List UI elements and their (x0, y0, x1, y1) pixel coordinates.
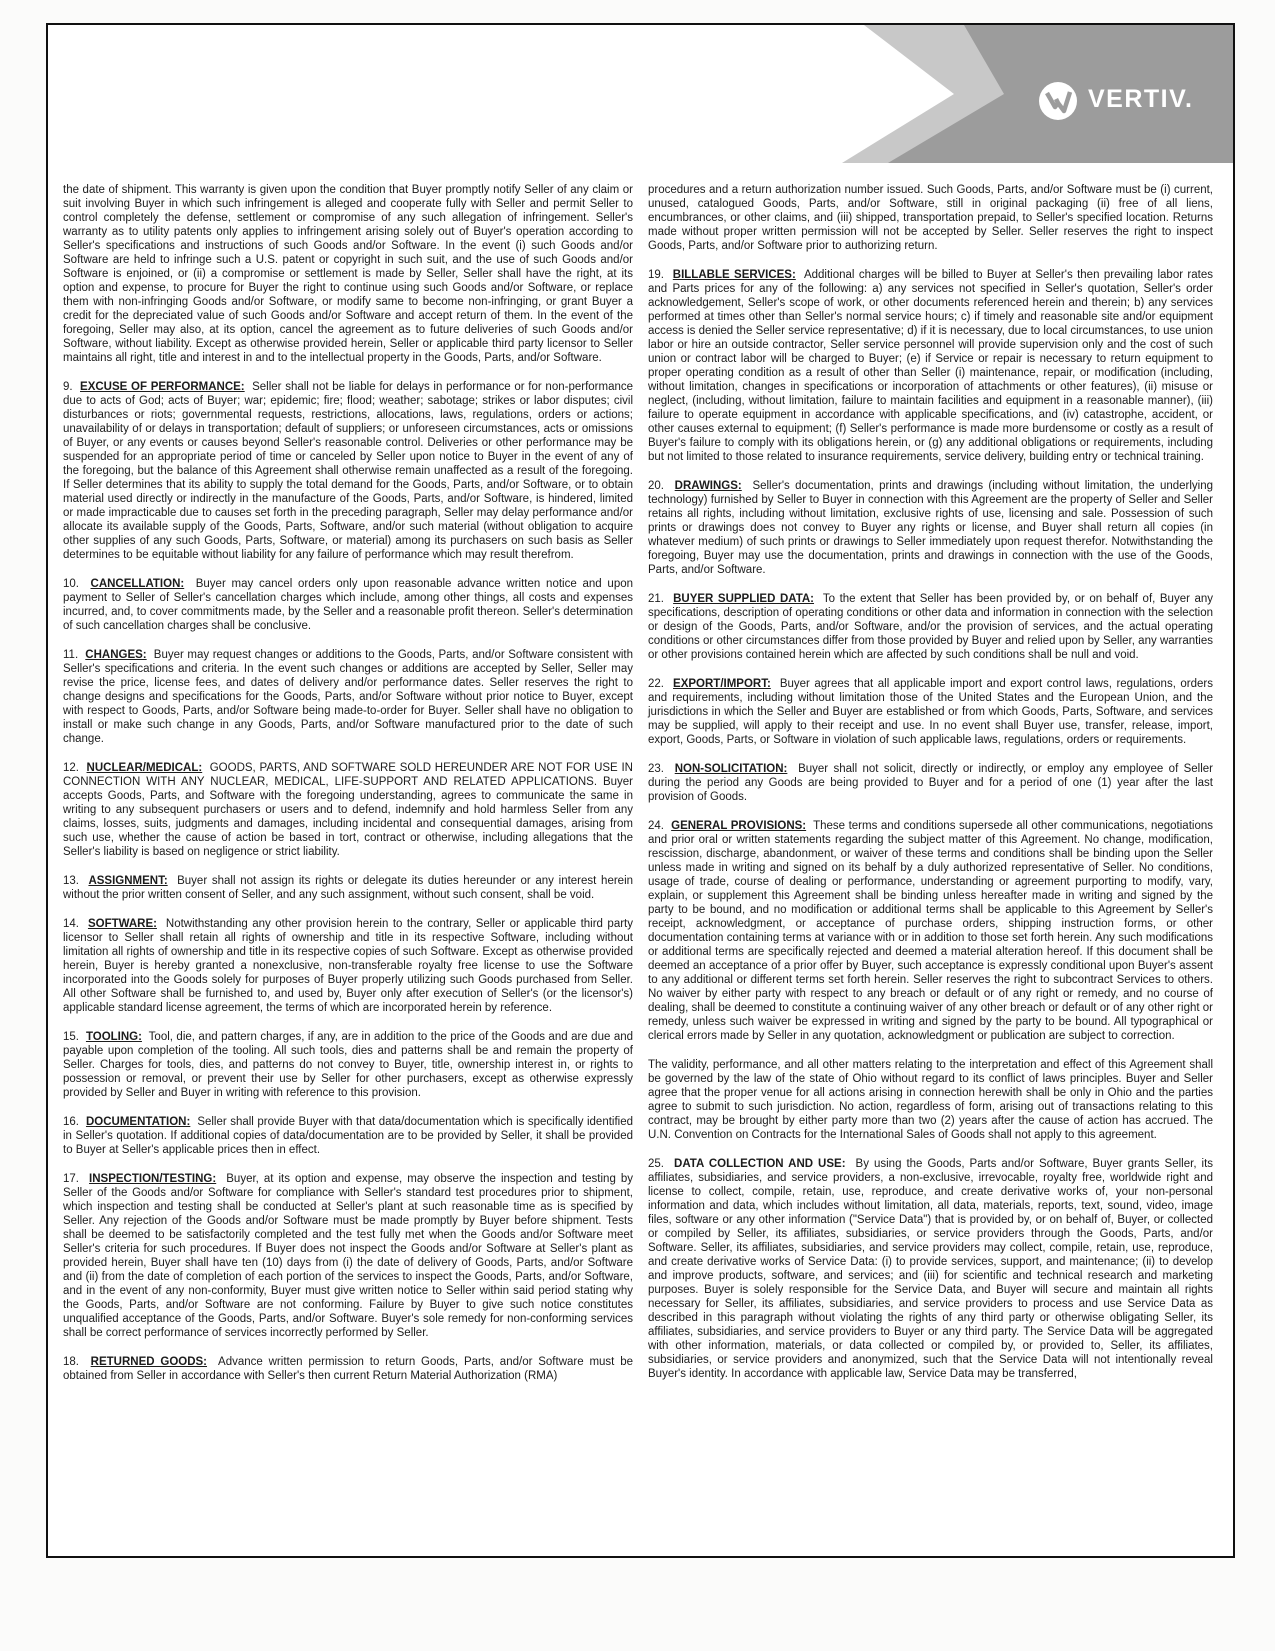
left-column (63, 183, 633, 1398)
section-heading: NUCLEAR/MEDICAL: (86, 762, 203, 774)
section-heading: DOCUMENTATION: (85, 1116, 191, 1128)
section-body: Buyer may request changes or additions to the Goods, Parts, and/or Software consistent with Seller's specifications and criteria. In the event such changes or additions are accepted by Seller, Seller may revise the price, license fees, and dates of delivery and/or performance dates. Seller reserves the right to change designs and specifications for the Goods, Parts, and/or Software without prior notice to Buyer, except with respect to Goods, Parts, and/or Software being made-to-order for Buyer. Seller shall have no obligation to install or make such change in any Goods, Parts, and/or Software manufactured prior to the date of such change. (63, 649, 634, 745)
section-heading: ASSIGNMENT: (88, 875, 168, 887)
section-heading: CHANGES: (85, 649, 147, 661)
section-heading: DATA COLLECTION AND USE: (674, 1158, 846, 1170)
section-heading: BUYER SUPPLIED DATA: (673, 593, 815, 605)
section-body: Advance written permission to return Goods, Parts, and/or Software must be obtained from Seller in accordance with Seller's then current Return Material Authorization (RMA) (63, 1356, 633, 1382)
section-body: Buyer shall not assign its rights or delegate its duties hereunder or any interest herein without the prior written consent of Seller, and any such assignment, without such consent, shall be void. (63, 875, 634, 901)
section-heading: TOOLING: (85, 1031, 142, 1043)
section-heading: CANCELLATION: (90, 578, 185, 590)
section-heading: SOFTWARE: (87, 918, 157, 930)
continuation-paragraph (648, 183, 1213, 253)
section-body: Seller shall provide Buyer with that data/documentation which is specifically identified in Seller's quotation. If additional copies of data/documentation are to be provided by Seller, it shall be provided to Buyer at Seller's applicable prices then in effect. (63, 1116, 634, 1156)
section-number: 24. (648, 820, 664, 832)
section-body: Buyer shall not solicit, directly or indirectly, or employ any employee of Seller during the period any Goods are being provided to Buyer and for a period of one (1) year after the last provision of Goods. (648, 763, 1214, 803)
continuation-paragraph (648, 1058, 1213, 1142)
section-body: To the extent that Seller has been provided by, or on behalf of, Buyer any specifications, description of operating conditions or other data and information in connection with the selection or design of the Goods, Parts, and/or Software, and/or the provision of services, and the actual operating conditions or other circumstances differ from those provided by Buyer and relied upon by Seller, any warranties or other provisions contained herein which are affected by such conditions shall be null and void. (648, 593, 1214, 661)
section-number: 19. (648, 269, 664, 281)
section-number: 21. (648, 593, 664, 605)
section-number: 15. (63, 1031, 79, 1043)
section-heading: EXPORT/IMPORT: (673, 678, 771, 690)
section-heading: NON-SOLICITATION: (674, 763, 788, 775)
section-22 (648, 677, 1213, 747)
section-18 (63, 1355, 633, 1383)
section-20 (648, 479, 1213, 577)
section-number: 16. (63, 1116, 79, 1128)
section-11 (63, 648, 633, 746)
section-16 (63, 1115, 633, 1157)
section-body: Seller shall not be liable for delays in performance or for non-performance due to acts of God; acts of Buyer; war; epidemic; fire; flood; weather; sabotage; strikes or labor disputes; civil disturbances or riots; governmental requests, restrictions, allocations, laws, regulations, orders or actions; unavailability of or delays in transportation; default of suppliers; or unforeseen circumstances, acts or omissions of Buyer, or any events or causes beyond Seller's reasonable control. Deliveries or other performance may be suspended for an appropriate period of time or canceled by Seller upon notice to Buyer in the event of any of the foregoing, but the balance of this Agreement shall otherwise remain unaffected as a result of the foregoing. If Seller determines that its ability to supply the total demand for the Goods, Parts, and/or Software, or to obtain material used directly or indirectly in the manufacture of the Goods, Parts, and/or Software, is hindered, limited or made impracticable due to causes set forth in the preceding paragraph, Seller may delay performance and/or allocate its available supply of the Goods, Parts, Software, and/or such material (without obligation to acquire other supplies of any such Goods, Parts, Software, or material) among its purchasers on such basis as Seller determines to be equitable without liability for any failure of performance which may result therefrom. (63, 381, 634, 561)
section-14 (63, 917, 633, 1015)
section-body: procedures and a return authorization number issued. Such Goods, Parts, and/or Software must be (i) current, unused, catalogued Goods, Parts, and/or Software, still in original packaging (ii) free of all liens, encumbrances, or other claims, and (iii) shipped, transportation prepaid, to Seller's specified location. Returns made without proper written permission will not be accepted by Seller. Seller reserves the right to inspect Goods, Parts, and/or Software prior to authorizing return. (648, 184, 1213, 252)
section-body: Seller's documentation, prints and drawings (including without limitation, the underlying technology) furnished by Seller to Buyer in connection with this Agreement are the property of Seller and Seller retains all rights, including without limitation, exclusive rights of use, licensing and sale. Possession of such prints or drawings does not convey to Buyer any rights or license, and Buyer shall return all copies (in whatever medium) of such prints or drawings to Seller immediately upon request therefor. Notwithstanding the foregoing, Buyer may use the documentation, prints and drawings in connection with the use of the Goods, Parts, and/or Software. (648, 480, 1214, 576)
section-number: 13. (63, 875, 79, 887)
section-heading: EXCUSE OF PERFORMANCE: (80, 381, 245, 393)
section-number: 18. (63, 1356, 79, 1368)
continuation-paragraph (63, 183, 633, 365)
section-9 (63, 380, 633, 562)
vertiv-logo-band (836, 25, 1233, 163)
section-number: 10. (63, 578, 79, 590)
section-12 (63, 761, 633, 859)
section-body: Buyer may cancel orders only upon reasonable advance written notice and upon payment to Seller of Seller's cancellation charges which include, among other things, all costs and expenses incurred, and, to cover commitments made, by the Seller and a reasonable profit thereon. Seller's determination of such cancellation charges shall be conclusive. (63, 578, 634, 632)
section-number: 12. (63, 762, 79, 774)
section-body: These terms and conditions supersede all other communications, negotiations and prior oral or written statements regarding the subject matter of this Agreement. No change, modification, rescission, discharge, abandonment, or waiver of these terms and conditions shall be binding upon the Seller unless made in writing and signed on its behalf by a duly authorized representative of Seller. No conditions, usage of trade, course of dealing or performance, understanding or agreement purporting to modify, vary, explain, or supplement this Agreement shall be binding unless hereafter made in writing and signed by the party to be bound, and no modification or additional terms shall be applicable to this Agreement by Seller's receipt, acknowledgment, or acceptance of purchase orders, shipping instruction forms, or other documentation containing terms at variance with or in addition to those set forth herein. Any such modifications or additional terms are specifically rejected and deemed a material alteration hereof. If this document shall be deemed an acceptance of a prior offer by Buyer, such acceptance is expressly conditional upon Buyer's assent to any additional or different terms set forth herein. Seller reserves the right to subcontract Services to others. No waiver by either party with respect to any breach or default or of any right or remedy, and no course of dealing, shall be deemed to constitute a continuing waiver of any other breach or default or of any other right or remedy, unless such waiver be expressed in writing and signed by the party to be bound. All typographical or clerical errors made by Seller in any quotation, acknowledgment or publication are subject to correction. (648, 820, 1213, 1042)
section-number: 25. (648, 1158, 664, 1170)
section-number: 17. (63, 1173, 79, 1185)
section-13 (63, 874, 633, 902)
section-number: 9. (63, 381, 73, 393)
section-heading: RETURNED GOODS: (90, 1356, 208, 1368)
section-body: Buyer, at its option and expense, may observe the inspection and testing by Seller of the Goods and/or Software for compliance with Seller's standard test procedures prior to shipment, which inspection and testing shall be conducted at Seller's plant at such reasonable time as is specified by Seller. Any rejection of the Goods and/or Software must be made promptly by Buyer before shipment. Tests shall be deemed to be satisfactorily completed and the test fully met when the Goods and/or Software meet Seller's criteria for such procedures. If Buyer does not inspect the Goods and/or Software at Seller's plant as provided herein, Buyer shall have ten (10) days from (i) the date of delivery of Goods, Parts, and/or Software and (ii) from the date of completion of each portion of the services to inspect the Goods, Parts, and/or Software, and in the event of any non-conformity, Buyer must give written notice to Seller within said period stating why the Goods, Parts, and/or Software are not conforming. Failure by Buyer to give such notice constitutes unqualified acceptance of the Goods, Parts, and/or Software. Buyer's sole remedy for non-conforming services shall be correct performance of services incorrectly performed by Seller. (63, 1173, 634, 1339)
right-column (648, 183, 1213, 1398)
section-23 (648, 762, 1213, 804)
section-heading: BILLABLE SERVICES: (672, 269, 796, 281)
vertiv-wordmark: VERTIV. (1088, 85, 1194, 113)
section-heading: DRAWINGS: (674, 480, 742, 492)
section-body: the date of shipment. This warranty is given upon the condition that Buyer promptly notify Seller of any claim or suit involving Buyer in which such infringement is alleged and cooperate fully with Seller and permit Seller to control completely the defense, settlement or compromise of any such allegation of infringement. Seller's warranty as to utility patents only applies to infringement arising solely out of Buyer's operation according to Seller's specifications and instructions of such Goods and/or Software. In the event (i) such Goods and/or Software are held to infringe such a U.S. patent or copyright in such suit, and the use of such Goods and/or Software is enjoined, or (ii) a compromise or settlement is made by Seller, Seller shall have the right, at its option and expense, to procure for Buyer the right to continue using such Goods and/or Software, or replace them with non-infringing Goods and/or Software, or modify same to become non-infringing, or grant Buyer a credit for the depreciated value of such Goods and/or Software and accept return of them. In the event of the foregoing, Seller may also, at its option, cancel the agreement as to future deliveries of such Goods and/or Software, without liability. Except as otherwise provided herein, Seller or applicable third party licensor to Seller maintains all right, title and interest in and to the intellectual property in the Goods, Parts, and/or Software. (63, 184, 633, 364)
section-25 (648, 1157, 1213, 1381)
section-15 (63, 1030, 633, 1100)
section-19 (648, 268, 1213, 464)
section-body: The validity, performance, and all other matters relating to the interpretation and effect of this Agreement shall be governed by the law of the state of Ohio without regard to its conflict of laws principles. Buyer and Seller agree that the proper venue for all actions arising in connection herewith shall be only in Ohio and the parties agree to submit to such jurisdiction. No action, regardless of form, arising out of transactions relating to this contract, may be brought by either party more than two (2) years after the cause of action has accrued. The U.N. Convention on Contracts for the International Sales of Goods shall not apply to this agreement. (648, 1059, 1213, 1141)
page-border (46, 23, 1235, 1558)
section-body: Tool, die, and pattern charges, if any, are in addition to the price of the Goods and are due and payable upon completion of the tooling. All such tools, dies and patterns shall be and remain the property of Seller. Charges for tools, dies, and patterns do not convey to Buyer, title, ownership interest in, or rights to possession or removal, or prevent their use by Seller for other purchasers, except as otherwise expressly provided by Seller and Buyer in writing with reference to this provision. (63, 1031, 634, 1099)
section-body: Additional charges will be billed to Buyer at Seller's then prevailing labor rates and Parts prices for any of the following: a) any services not specified in Seller's quotation, Seller's order acknowledgement, Seller's scope of work, or other documents referenced herein and therein; b) any services performed at times other than Seller's normal service hours; c) if timely and reasonable site and/or equipment access is denied the Seller service representative; d) if it is necessary, due to local circumstances, to use union labor or hire an outside contractor, Seller service personnel will provide supervision only and the cost of such union or contract labor will be charged to Buyer; (e) if Service or repair is necessary to return equipment to proper operating condition as a result of other than Seller (i) maintenance, repair, or modification (including, without limitation, changes in specifications or incorporation of attachments or other features), (ii) misuse or neglect, (including, without limitation, failure to maintain facilities and equipment in a reasonable manner), (iii) failure to operate equipment in accordance with applicable specifications, and (iv) catastrophe, accident, or other causes external to equipment; (f) Seller's performance is made more burdensome or costly as a result of Buyer's failure to comply with its obligations herein, or (g) any additional obligations or requirements, including but not limited to those related to insurance requirements, service delivery, building entry or technical training. (648, 269, 1213, 463)
section-body: Buyer agrees that all applicable import and export control laws, regulations, orders and requirements, including without limitation those of the United States and the European Union, and the jurisdictions in which the Seller and Buyer are established or from which Goods, Parts, Software, and services may be supplied, will apply to their receipt and use. In no event shall Buyer use, transfer, release, import, export, Goods, Parts, or Software in violation of such applicable laws, regulations, orders or requirements. (648, 678, 1214, 746)
section-heading: GENERAL PROVISIONS: (671, 820, 807, 832)
section-24 (648, 819, 1213, 1043)
section-10 (63, 577, 633, 633)
section-17 (63, 1172, 633, 1340)
section-number: 23. (648, 763, 664, 775)
section-body: Notwithstanding any other provision herein to the contrary, Seller or applicable third party licensor to Seller shall retain all rights of ownership and title in its respective Software, including without limitation all rights of ownership and title in its respective copies of such Software. Except as otherwise provided herein, Buyer is hereby granted a nonexclusive, non-transferable royalty free license to use the Software incorporated into the Goods solely for purposes of Buyer properly utilizing such Goods purchased from Seller. All other Software shall be furnished to, and used by, Buyer only after execution of Seller's (or the licensor's) applicable standard license agreement, the terms of which are incorporated herein by reference. (63, 918, 633, 1014)
section-body: GOODS, PARTS, AND SOFTWARE SOLD HEREUNDER ARE NOT FOR USE IN CONNECTION WITH ANY NUCLEAR, MEDICAL, LIFE-SUPPORT AND RELATED APPLICATIONS. Buyer accepts Goods, Parts, and Software with the foregoing understanding, agrees to communicate the same in writing to any subsequent purchasers or users and to defend, indemnify and hold harmless Seller from any claims, losses, suits, judgments and damages, including incidental and consequential damages, arising from such use, whether the cause of action be based in tort, contract or otherwise, including allegations that the Seller's liability is based on negligence or strict liability. (63, 762, 633, 858)
section-21 (648, 592, 1213, 662)
section-heading: INSPECTION/TESTING: (89, 1173, 217, 1185)
document-body (63, 183, 1213, 1398)
section-number: 20. (648, 480, 664, 492)
section-body: By using the Goods, Parts and/or Software, Buyer grants Seller, its affiliates, subsidiaries, and service providers, a non-exclusive, irrevocable, royalty free, worldwide right and license to collect, compile, retain, use, reproduce, and create derivative works of, your non-personal information and data, which includes without limitation, all data, materials, reports, text, sound, video, image files, software or any other information ("Service Data") that is provided by, or on behalf of, Buyer, or collected or compiled by Seller, its affiliates, subsidiaries, or service providers through the Goods, Parts, and/or Software. Seller, its affiliates, subsidiaries, and service providers may collect, compile, retain, use, reproduce, and create derivative works of Service Data: (i) to provide services, support, and maintenance; (ii) to develop and improve products, software, and services; and (iii) for scientific and technical research and marketing purposes. Buyer is solely responsible for the Service Data, and Buyer will secure and maintain all rights necessary for Seller, its affiliates, subsidiaries, and service providers to process and use Service Data as described in this paragraph without violating the rights of any third party or otherwise obligating Seller, its affiliates, subsidiaries, and service providers to Buyer or any third party. The Service Data will be aggregated with other information, materials, or data collected or compiled by, or provided to, Seller, its affiliates, subsidiaries, or service providers and anonymized, such that the Service Data will not intentionally reveal Buyer's identity. In accordance with applicable law, Service Data may be transferred, (648, 1158, 1214, 1380)
section-number: 14. (63, 918, 79, 930)
vertiv-v-checkmark-icon (1039, 82, 1077, 120)
section-number: 22. (648, 678, 664, 690)
section-number: 11. (63, 649, 79, 661)
